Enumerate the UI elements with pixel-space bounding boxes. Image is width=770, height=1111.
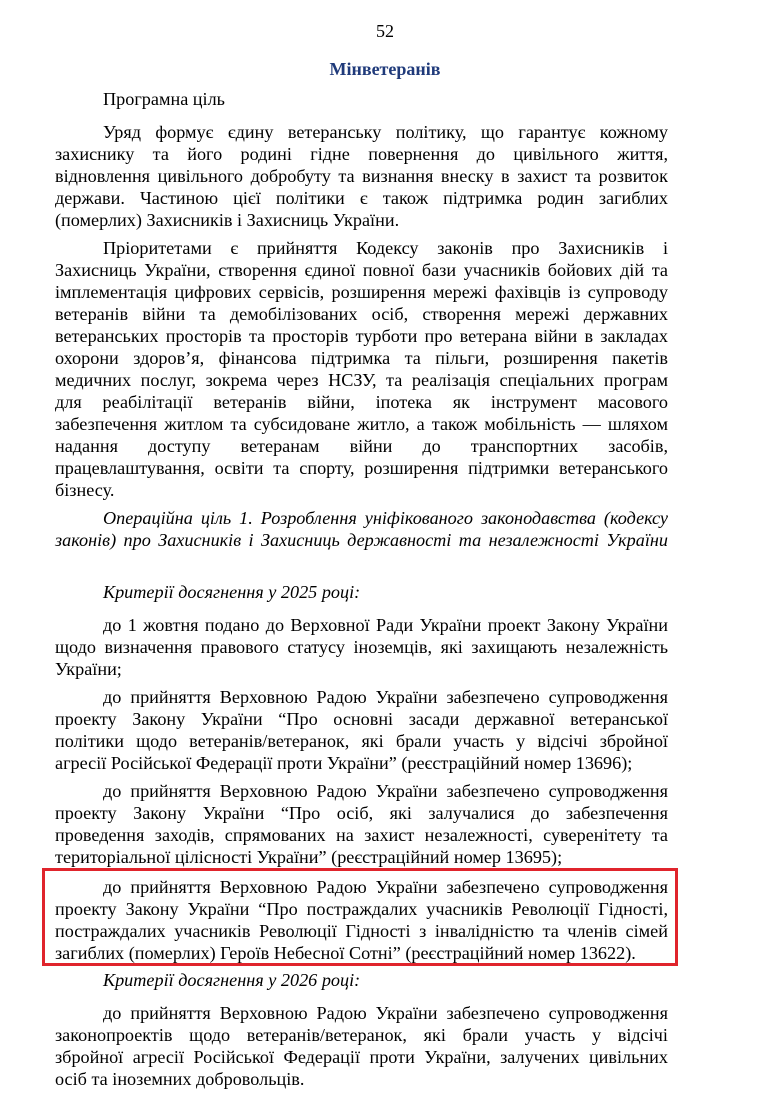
text-line: постраждалих учасників Революції Гідності з інвалідністю та членів сімей [55,921,668,941]
text-line: проекту Закону України “Про осіб, які залучалися до забезпечення [55,803,668,823]
text-line: охорони здоров’я, фінансова підтримка та пільги, розширення пакетів [55,348,668,368]
text-line: територіальної цілісності України” (реєстраційний номер 13695); [55,847,563,867]
text-line: медичних послуг, зокрема через НСЗУ, та реалізація спеціальних програм [55,370,668,390]
page-number: 52 [376,21,394,41]
text-line: Пріоритетами є прийняття Кодексу законів про Захисників і [103,238,668,258]
text-line: до прийняття Верховною Радою України забезпечено супроводження [103,781,668,801]
text-line: (померлих) Захисників і Захисниць України. [55,210,400,230]
text-line: працевлаштування, освіти та спорту, розширення підтримки ветеранського [55,458,668,478]
text-line: законопроектів щодо ветеранів/ветеранок, які брали участь у відсічі [55,1025,668,1045]
text-line: забезпечення житлом та субсидоване житло, а також мобільність — шляхом [55,414,668,434]
text-line: до 1 жовтня подано до Верховної Ради України проект Закону України [103,615,668,635]
text-line: проведення заходів, спрямованих на захист незалежності, суверенітету та [55,825,668,845]
text-line: проекту Закону України “Про основні засади державної ветеранської [55,709,668,729]
section-heading: Мінветеранів [329,59,441,79]
text-line: відновлення цивільного добробуту та визнання внеску в захист та розвиток [55,166,668,186]
text-line: захиснику та його родині гідне повернення до цивільного життя, [55,144,668,164]
text-line: імплементація цифрових сервісів, розширення мережі фахівців із супроводу [55,282,668,302]
text-line: для реабілітації ветеранів війни, іпотека як інструмент масового [55,392,668,412]
text-line: політики щодо ветеранів/ветеранок, які брали участь у відсічі збройної [55,731,668,751]
text-line: агресії Російської Федерації проти України” (реєстраційний номер 13696); [55,753,633,773]
text-line: Операційна ціль 1. Розроблення уніфікованого законодавства (кодексу [103,508,668,528]
text-line: до прийняття Верховною Радою України забезпечено супроводження [103,1003,668,1023]
programme-goal-label: Програмна ціль [103,89,225,109]
text-line: збройної агресії Російської Федерації проти України, залучених цивільних [55,1047,668,1067]
text-line: загиблих (померлих) Героїв Небесної Сотні” (реєстраційний номер 13622). [55,943,636,963]
text-line: Захисниць України, створення єдиної повної бази учасників бойових дій та [55,260,668,280]
text-line: проекту Закону України “Про постраждалих учасників Революції Гідності, [55,899,668,919]
text-line: Уряд формує єдину ветеранську політику, що гарантує кожному [103,122,668,142]
text-line: держави. Частиною цієї політики є також підтримка родин загиблих [55,188,668,208]
text-line: до прийняття Верховною Радою України забезпечено супроводження [103,877,668,897]
text-line: щодо визначення правового статусу іноземців, які захищають незалежність [55,637,668,657]
criteria-2026-label: Критерії досягнення у 2026 році: [103,970,361,990]
text-line: до прийняття Верховною Радою України забезпечено супроводження [103,687,668,707]
text-line: надання доступу ветеранам війни до транспортних засобів, [55,436,668,456]
text-line: осіб та іноземних добровольців. [55,1069,305,1089]
text-line: ветеранських просторів та просторів турботи про ветерана війни в закладах [55,326,668,346]
text-line: законів) про Захисників і Захисниць державності та незалежності України [55,530,668,550]
text-line: України; [55,659,122,679]
text-line: ветеранів війни та демобілізованих осіб, створення мережі державних [55,304,668,324]
criteria-2025-label: Критерії досягнення у 2025 році: [103,582,361,602]
text-line: бізнесу. [55,480,115,500]
